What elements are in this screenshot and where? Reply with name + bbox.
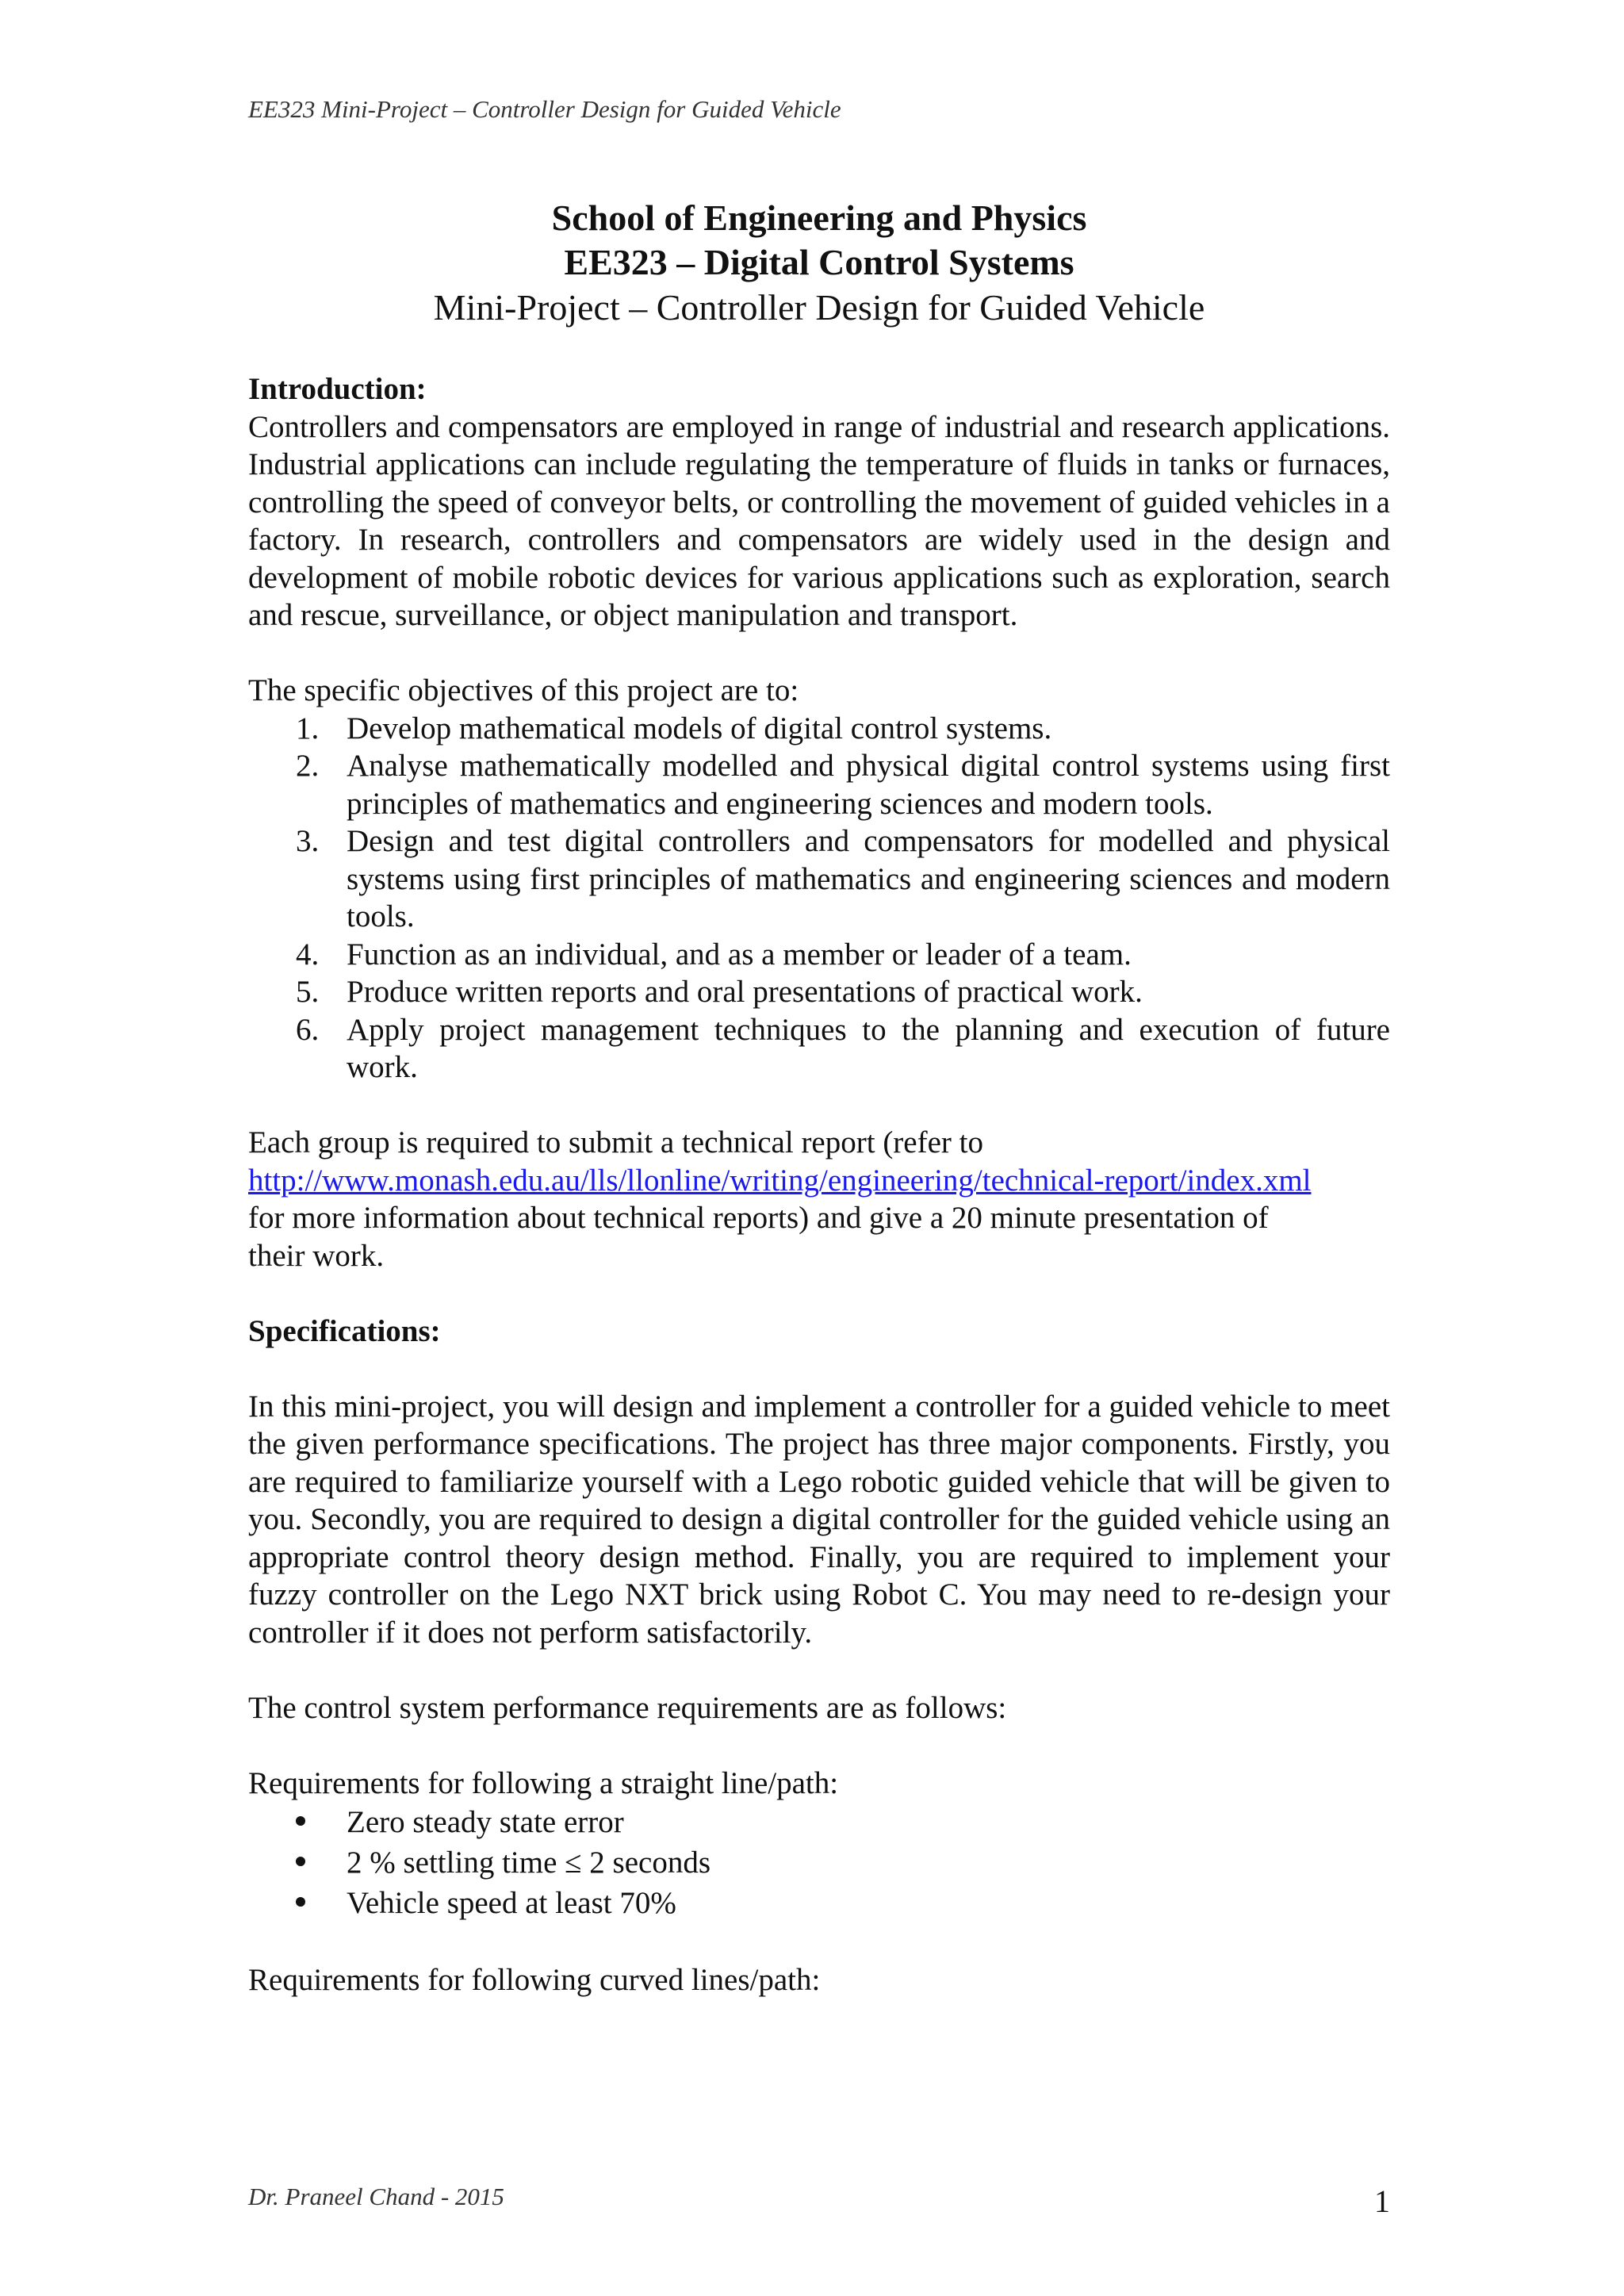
- list-item: [248, 1011, 1390, 1087]
- curved-path-heading: Requirements for following curved lines/path:: [248, 1962, 821, 1997]
- specifications-paragraph: In this mini-project, you will design and implement a controller for a guided vehicle to meet the given performance specifications. The project has three major components. Firstly, you are required to familiarize yourself with a Lego robotic guided vehicle that will be given to you. Secondly, you are required to design a digital controller for the guided vehicle using an appropriate control theory design method. Finally, you are required to implement your fuzzy controller on the Lego NXT brick using Robot C. You may need to re-design your controller if it does not perform satisfactorily.: [248, 1389, 1390, 1650]
- list-item-text: Apply project management techniques to the planning and execution of future work.: [347, 1012, 1390, 1084]
- list-item: [248, 1802, 1390, 1842]
- running-header: EE323 Mini-Project – Controller Design for Guided Vehicle: [248, 95, 841, 123]
- spacer: [248, 1350, 1390, 1388]
- introduction-heading: Introduction:: [248, 372, 427, 406]
- bullet-icon: [296, 1897, 305, 1907]
- spacer: [248, 1087, 1390, 1125]
- list-item-text: Develop mathematical models of digital control systems.: [347, 711, 1052, 746]
- objectives-intro: The specific objectives of this project are to:: [248, 673, 799, 707]
- report-line-3: for more information about technical reports) and give a 20 minute presentation of: [248, 1201, 1269, 1235]
- list-number: 6.: [296, 1012, 320, 1047]
- bullet-icon: [296, 1857, 305, 1866]
- list-item: [248, 747, 1390, 822]
- specifications-heading: Specifications:: [248, 1313, 441, 1348]
- list-item-text: Analyse mathematically modelled and physical digital control systems using first principles of mathematics and engineering sciences and modern tools.: [347, 749, 1390, 821]
- introduction-paragraph: Controllers and compensators are employed in range of industrial and research applications. Industrial applications can include regulating the temperature of fluids in tanks or furnaces, controlling the speed of conveyor belts, or controlling the movement of guided vehicles in a factory. In research, controllers and compensators are widely used in the design and development of mobile robotic devices for various applications such as exploration, search and rescue, surveillance, or object manipulation and transport.: [248, 409, 1390, 632]
- list-item: [248, 936, 1390, 974]
- course-title: EE323 – Digital Control Systems: [564, 242, 1074, 282]
- school-title: School of Engineering and Physics: [551, 197, 1087, 238]
- list-item-text: Zero steady state error: [347, 1805, 624, 1839]
- list-item: [248, 710, 1390, 748]
- spacer: [248, 1274, 1390, 1313]
- spacer: [248, 634, 1390, 673]
- document-body: [248, 370, 1390, 1999]
- bullet-icon: [296, 1816, 305, 1826]
- list-number: 5.: [296, 975, 320, 1009]
- list-item: [248, 973, 1390, 1011]
- title-block: [248, 196, 1390, 331]
- spacer: [248, 1727, 1390, 1765]
- spacer: [248, 1923, 1390, 1961]
- footer-author: Dr. Praneel Chand - 2015: [248, 2183, 504, 2210]
- list-item-text: Design and test digital controllers and compensators for modelled and physical systems using first principles of mathematics and engineering sciences and modern tools.: [347, 824, 1390, 933]
- list-item-text: Vehicle speed at least 70%: [347, 1886, 676, 1920]
- list-item: [248, 822, 1390, 936]
- list-item-text: Function as an individual, and as a member or leader of a team.: [347, 937, 1132, 972]
- report-line-4: their work.: [248, 1238, 385, 1273]
- page-number: 1: [1374, 2183, 1390, 2219]
- list-number: 4.: [296, 937, 320, 972]
- technical-report-link[interactable]: http://www.monash.edu.au/lls/llonline/writing/engineering/technical-report/index.xml: [248, 1163, 1312, 1198]
- objectives-list: [248, 710, 1390, 1087]
- straight-path-heading: Requirements for following a straight line/path:: [248, 1765, 839, 1800]
- list-number: 1.: [296, 711, 320, 746]
- list-item: [248, 1883, 1390, 1923]
- report-line-1: Each group is required to submit a technical report (refer to: [248, 1125, 983, 1159]
- list-item-text: Produce written reports and oral presentations of practical work.: [347, 975, 1143, 1009]
- spacer: [248, 1651, 1390, 1689]
- requirements-intro: The control system performance requirements are as follows:: [248, 1690, 1007, 1725]
- list-number: 3.: [296, 824, 320, 858]
- project-title: Mini-Project – Controller Design for Guided Vehicle: [433, 287, 1205, 328]
- straight-requirements-list: [248, 1802, 1390, 1923]
- list-item: [248, 1842, 1390, 1883]
- list-number: 2.: [296, 749, 320, 783]
- list-item-text: 2 % settling time ≤ 2 seconds: [347, 1846, 711, 1880]
